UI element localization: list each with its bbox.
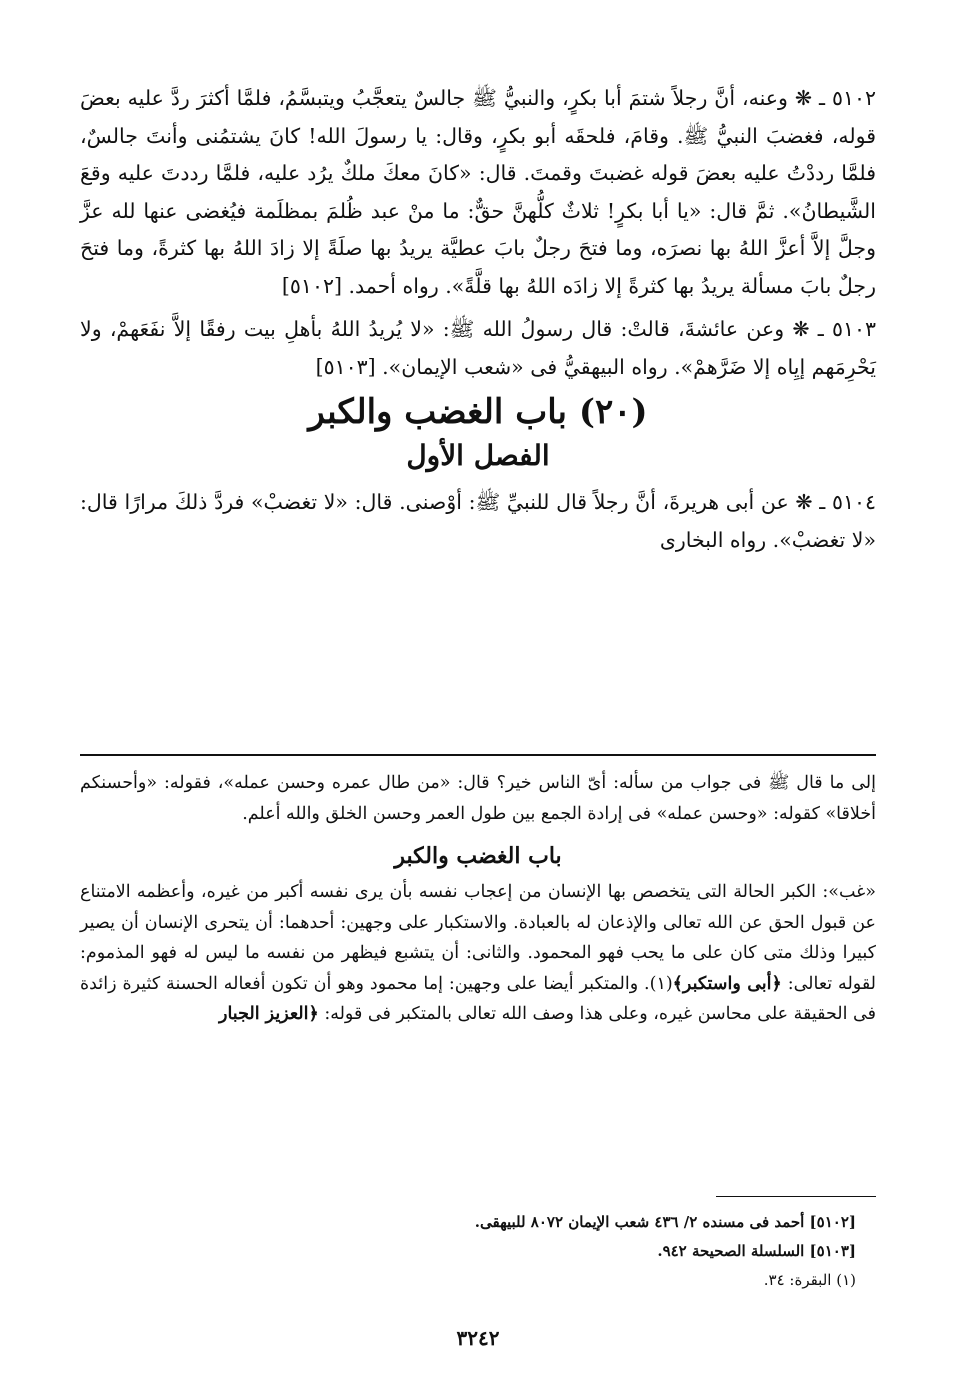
hadith-5104: ٥١٠٤ ـ ❋ عن أبى هريرةَ، أنَّ رجلاً قال للنبيِّ ﷺ: أوْصنى. قال: «لا تغضبْ» فردَّ ذلكَ مرارًا قال: «لا تغضبْ». رواه البخارى xyxy=(80,490,876,552)
footnote-divider xyxy=(716,1196,876,1197)
commentary-text-1: «غب»: الكبر الحالة التى يتخصص بها الإنسان من إعجاب نفسه بأن يرى نفسه أكبر من غيره، وأعظمه الامتناع عن قبول الحق عن الله تعالى والإذعان له بالعبادة. والاستكبار على وجهين: أحدهما: أن يتحرى الإنسان أن يصير كبيرا وذلك متى كان على ما يحب فهو المحمود. والثانى: أن يتشبع فيظهر من نفسه ما ليس له فهو المذموم: لقوله تعالى: xyxy=(80,882,876,994)
footnotes xyxy=(96,1208,856,1295)
commentary-paragraph xyxy=(80,877,876,1030)
hadith-5103: ٥١٠٣ ـ ❋ وعن عائشةَ، قالتْ: قال رسولُ الله ﷺ: «لا يُريدُ اللهُ بأهلِ بيت رفقًا إلاَّ نفَعَهمْ، ولا يَحْرِمَهم إيِاه إلا ضَرَّهمْ». رواه البيهقيُّ فى «شعب الإيمان». [٥١٠٣] xyxy=(80,317,876,379)
commentary-text-2: (١). والمتكبر أيضا على وجهين: إما محمود وهو أن تكون أفعاله الحسنة كثيرة زائدة فى الحقيقة على محاسن غيره، وعلى هذا وصف الله تعالى بالمتكبر فى قوله: xyxy=(80,973,876,1024)
footnote-5103: [٥١٠٣] السلسلة الصحيحة ٩٤٢. xyxy=(657,1242,856,1260)
hadith-5102: ٥١٠٢ ـ ❋ وعنه، أنَّ رجلاً شتمَ أبا بكرٍ، والنبيُّ ﷺ جالسٌ يتعجَّبُ ويتبسَّمُ، فلمَّا أكثرَ ردَّ عليه بعضَ قوله، فغضبَ النبيُّ ﷺ. وقامَ، فلحقَه أبو بكرٍ، وقال: يا رسولَ الله! كانَ يشتمُنى وأنتَ جالسٌ، فلمَّا رددْتُ عليه بعضَ قوله غضبتَ وقمتَ. قال: «كانَ معكَ ملكٌ يرُد عليه، فلمَّا رددتَ عليه وقعَ الشَّيطانُ». ثمَّ قال: «يا أبا بكرٍ! ثلاثٌ كلُّهنَّ حقٌّ: ما منْ عبد ظُلمَ بمظلَمة فيُغضى عنها لله عزَّ وجلَّ إلاَّ أعزَّ اللهُ بها نصرَه، وما فتحَ رجلٌ بابَ عطيَّة يريدُ بها صلَةً إلا زادَ اللهُ بها كثرةً، وما فتحَ رجلٌ بابَ مسألة يريدُ بها كثرةً إلا زادَه اللهُ بها قلَّةً». رواه أحمد. [٥١٠٢] xyxy=(80,86,877,298)
footnote-5102: [٥١٠٢] أحمد فى مسنده ٢/ ٤٣٦ شعب الإيمان ٨٠٧٢ للبيهقى. xyxy=(474,1213,856,1231)
quran-quote-1: ﴿أبى واستكبر﴾ xyxy=(672,973,782,994)
commentary-block xyxy=(80,768,876,1030)
section-title: الفصل الأول xyxy=(406,439,550,472)
commentary-heading: باب الغضب والكبر xyxy=(394,843,562,869)
footnote-1: (١) البقرة: ٣٤. xyxy=(763,1271,856,1289)
page-number: ٣٢٤٢ xyxy=(456,1326,500,1350)
commentary-continuation: إلى ما قال ﷺ فى جواب من سأله: أىّ الناس خير؟ قال: «من طال عمره وحسن عمله»، فقوله: «وأحسنكم أخلاقا» كقوله: «وحسن عمله» فى إرادة الجمع بين طول العمر وحسن الخلق والله أعلم. xyxy=(80,773,876,824)
quran-quote-2: ﴿العزيز الجبار xyxy=(219,1004,319,1024)
commentary-divider xyxy=(80,754,876,756)
chapter-title: (٢٠) باب الغضب والكبر xyxy=(308,392,648,432)
hadith-text-block xyxy=(80,80,876,559)
